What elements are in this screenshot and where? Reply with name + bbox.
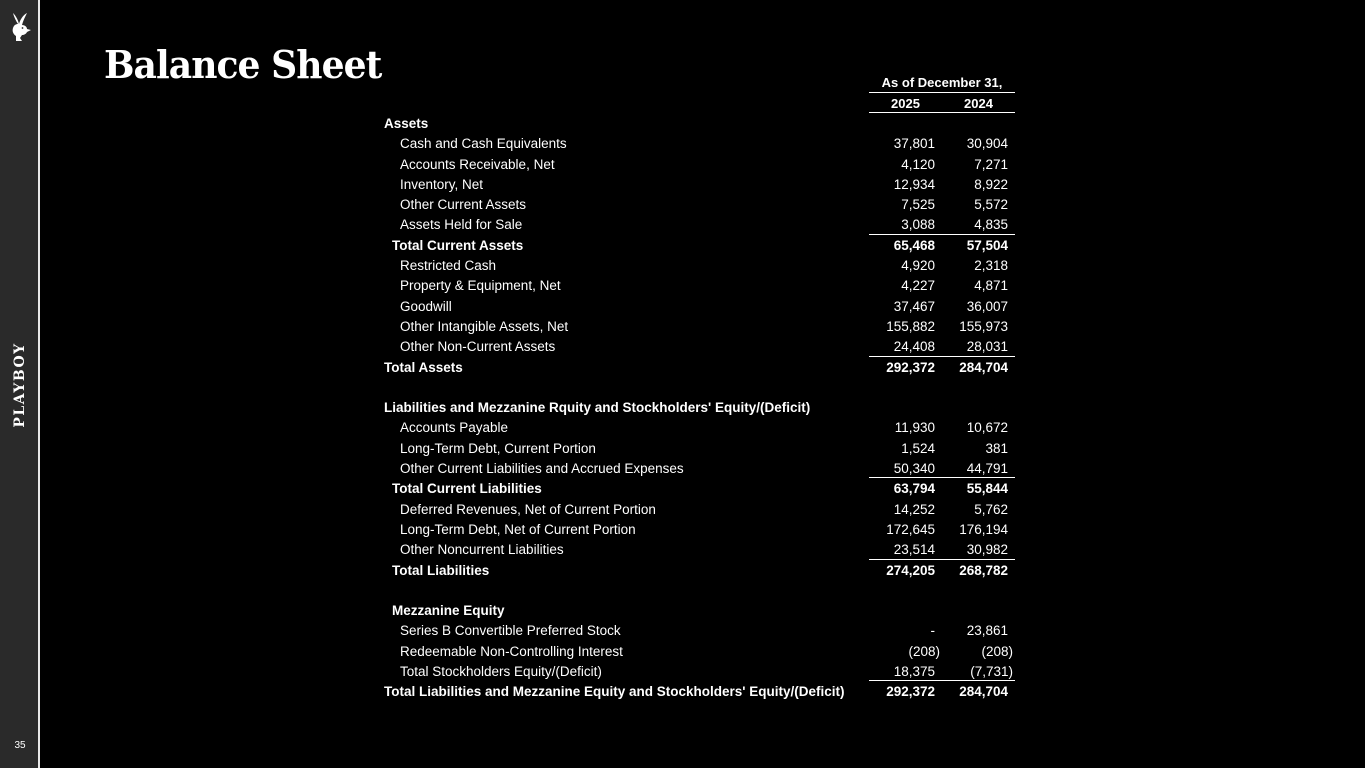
value-2025: 11,930 (894, 420, 935, 436)
spacer-row (384, 377, 1015, 397)
value-2025: 65,468 (893, 237, 935, 253)
row-label: Other Non-Current Assets (400, 339, 556, 355)
row-label: Restricted Cash (400, 258, 497, 274)
subtotal-row (384, 235, 1015, 255)
row-label: Deferred Revenues, Net of Current Portion (400, 501, 656, 517)
value-2025: - (930, 623, 935, 639)
table-row (384, 458, 1015, 478)
row-label: Long-Term Debt, Net of Current Portion (400, 521, 636, 537)
value-2024: 4,835 (942, 214, 1015, 234)
value-2025: 18,375 (869, 661, 942, 681)
value-2025: 292,372 (886, 359, 935, 375)
value-2024: 284,704 (959, 684, 1008, 700)
value-2025: 7,525 (901, 197, 935, 213)
row-label: Assets Held for Sale (400, 217, 523, 233)
table-row (384, 519, 1015, 539)
row-label: Long-Term Debt, Current Portion (400, 440, 596, 456)
year-2025-header: 2025 (869, 95, 942, 113)
table-row (384, 214, 1015, 234)
value-2024: 10,672 (966, 420, 1008, 436)
table-row (384, 133, 1015, 153)
subtotal-row (384, 478, 1015, 498)
row-label: Other Current Assets (400, 197, 527, 213)
value-2025: 172,645 (886, 521, 935, 537)
table-row (384, 620, 1015, 640)
value-2024: 30,982 (942, 539, 1015, 559)
row-label: Property & Equipment, Net (400, 278, 561, 294)
value-2025: 37,801 (893, 136, 935, 152)
row-label: Series B Convertible Preferred Stock (400, 623, 621, 639)
section-liabilities-header (384, 397, 1015, 417)
row-label: Other Intangible Assets, Net (400, 318, 569, 334)
grand-total-row (384, 681, 1015, 701)
value-2024: 30,904 (966, 136, 1008, 152)
table-row (384, 194, 1015, 214)
table-row (384, 417, 1015, 437)
row-label: Total Assets (384, 359, 463, 375)
value-2024: 268,782 (959, 562, 1008, 578)
table-row (384, 275, 1015, 295)
row-label: Assets (384, 116, 429, 131)
value-2024: 57,504 (966, 237, 1008, 253)
value-2024: 4,871 (974, 278, 1008, 294)
value-2024: 55,844 (966, 481, 1008, 497)
row-label: Other Current Liabilities and Accrued Expenses (400, 461, 684, 477)
value-2024: 155,973 (959, 318, 1008, 334)
value-2024: (208) (981, 643, 1013, 659)
value-2024: 2,318 (974, 258, 1008, 274)
brand-wordmark: PLAYBOY (12, 342, 28, 428)
balance-sheet-table (384, 113, 1015, 702)
value-2024: 36,007 (966, 298, 1008, 314)
section-assets-header (384, 113, 1015, 133)
table-row (384, 661, 1015, 681)
value-2024: 5,572 (974, 197, 1008, 213)
value-2025: 4,120 (901, 156, 935, 172)
value-2024: 7,271 (974, 156, 1008, 172)
subtotal-row (384, 560, 1015, 580)
row-label: Total Liabilities and Mezzanine Equity and Stockholders' Equity/(Deficit) (384, 684, 845, 700)
value-2025: 4,920 (901, 258, 935, 274)
total-row (384, 357, 1015, 377)
year-2024-header: 2024 (942, 95, 1015, 113)
section-mezzanine-header (384, 600, 1015, 620)
table-row (384, 499, 1015, 519)
table-row (384, 174, 1015, 194)
value-2024: 44,791 (942, 458, 1015, 478)
value-2025: (208) (908, 643, 940, 659)
value-2025: 274,205 (886, 562, 935, 578)
value-2025: 14,252 (893, 501, 935, 517)
spacer-row (384, 580, 1015, 600)
table-row (384, 539, 1015, 559)
value-2025: 3,088 (869, 214, 942, 234)
row-label: Inventory, Net (400, 176, 484, 192)
value-2025: 23,514 (869, 539, 942, 559)
value-2025: 63,794 (893, 481, 935, 497)
row-label: Liabilities and Mezzanine Rquity and Stockholders' Equity/(Deficit) (384, 400, 811, 416)
page-number: 35 (14, 740, 26, 751)
value-2025: 37,467 (893, 298, 935, 314)
table-row (384, 154, 1015, 174)
row-label: Total Current Liabilities (392, 481, 542, 497)
value-2025: 155,882 (886, 318, 935, 334)
table-row (384, 336, 1015, 356)
value-2024: (7,731) (942, 661, 1015, 681)
row-label: Goodwill (400, 298, 452, 314)
value-2024: 23,861 (966, 623, 1008, 639)
row-label: Mezzanine Equity (392, 603, 505, 619)
value-2024: 28,031 (942, 336, 1015, 356)
value-2024: 284,704 (959, 359, 1008, 375)
period-header: As of December 31, (869, 74, 1015, 93)
value-2024: 8,922 (974, 176, 1008, 192)
row-label: Accounts Receivable, Net (400, 156, 555, 172)
table-row (384, 255, 1015, 275)
value-2025: 24,408 (869, 336, 942, 356)
value-2025: 4,227 (901, 278, 935, 294)
page-title: Balance Sheet (104, 42, 382, 87)
value-2025: 1,524 (901, 440, 935, 456)
value-2024: 381 (985, 440, 1008, 456)
value-2025: 12,934 (893, 176, 935, 192)
value-2025: 50,340 (869, 458, 942, 478)
row-label: Accounts Payable (400, 420, 509, 436)
sidebar (0, 0, 40, 768)
value-2025: 292,372 (886, 684, 935, 700)
row-label: Total Liabilities (392, 562, 490, 578)
table-row (384, 641, 1015, 661)
row-label: Total Stockholders Equity/(Deficit) (400, 664, 602, 680)
row-label: Total Current Assets (392, 237, 524, 253)
table-row (384, 316, 1015, 336)
value-2024: 176,194 (959, 521, 1008, 537)
value-2024: 5,762 (974, 501, 1008, 517)
row-label: Cash and Cash Equivalents (400, 136, 567, 152)
row-label: Redeemable Non-Controlling Interest (400, 643, 623, 659)
table-row (384, 296, 1015, 316)
table-row (384, 438, 1015, 458)
row-label: Other Noncurrent Liabilities (400, 542, 564, 558)
rabbit-logo-icon (10, 12, 32, 42)
